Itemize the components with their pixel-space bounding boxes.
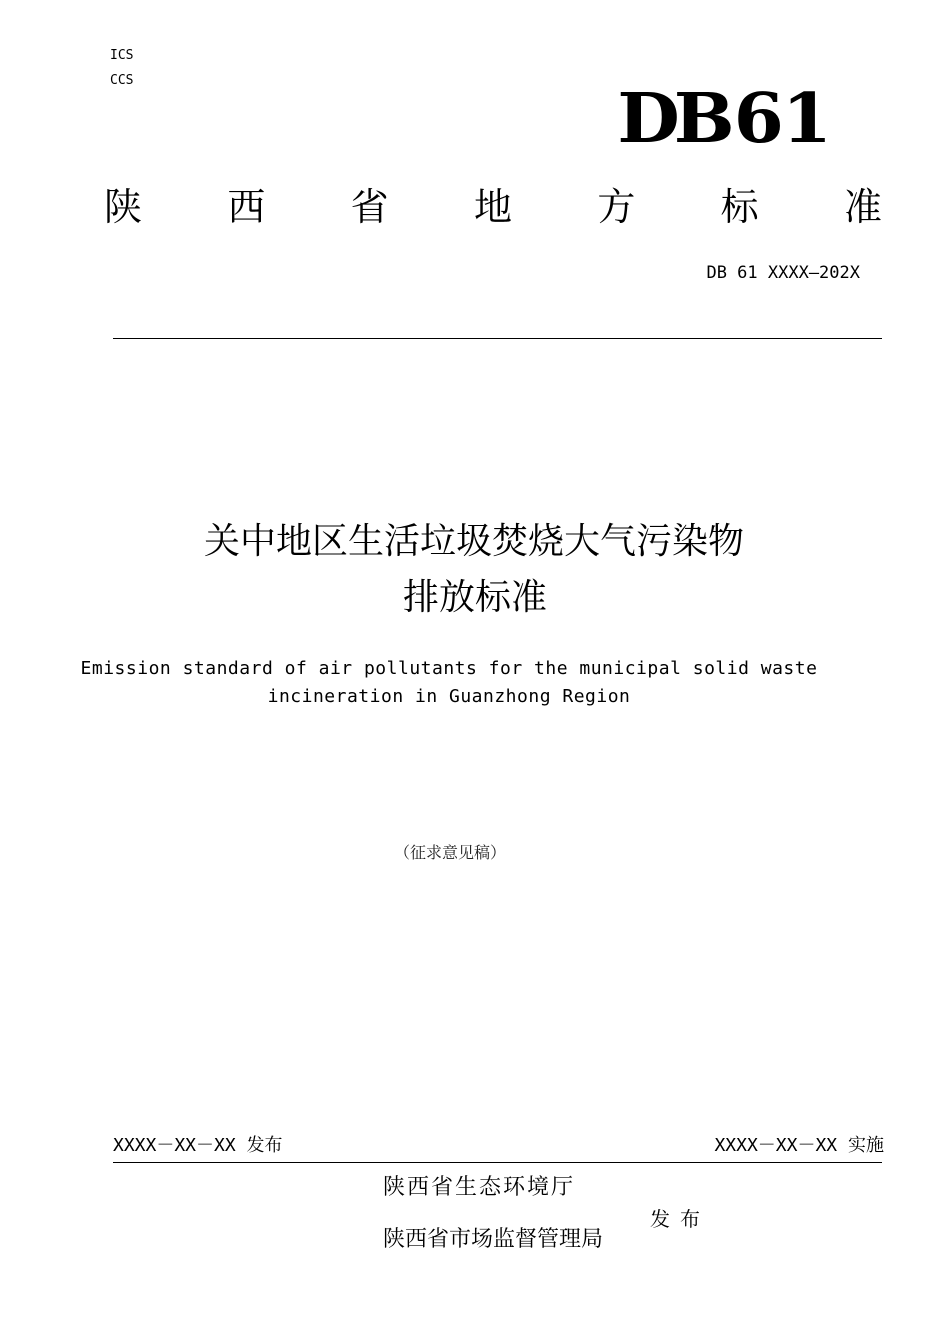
db61-logo bbox=[617, 77, 830, 158]
bottom-divider bbox=[113, 1162, 882, 1163]
cn-title-line-2: 排放标准 bbox=[402, 577, 547, 618]
ics-label: ICS bbox=[110, 48, 134, 63]
ccs-label: CCS bbox=[110, 73, 134, 88]
logo-prefix: DB bbox=[617, 77, 729, 158]
issuing-authority-1: 陕西省生态环境厅 bbox=[383, 1175, 576, 1200]
top-divider bbox=[113, 338, 882, 339]
standard-title-char: 西 bbox=[227, 185, 266, 229]
publish-date: XXXX－XX－XX 发布 bbox=[113, 1135, 283, 1156]
issued-label: 发布 bbox=[650, 1207, 710, 1231]
cn-title-line-1: 关中地区生活垃圾焚烧大气污染物 bbox=[203, 521, 744, 562]
standard-title-char: 标 bbox=[720, 185, 759, 229]
effective-date: XXXX－XX－XX 实施 bbox=[714, 1135, 884, 1156]
standard-title-char: 省 bbox=[350, 185, 389, 229]
standard-title-char: 准 bbox=[843, 185, 882, 229]
en-title-line-1: Emission standard of air pollutants for the municipal solid waste bbox=[80, 658, 818, 679]
standard-title-char: 地 bbox=[473, 185, 512, 229]
draft-note: （征求意见稿） bbox=[393, 843, 506, 862]
standard-title-char: 陕 bbox=[104, 185, 143, 229]
issuing-authority-2: 陕西省市场监督管理局 bbox=[383, 1227, 604, 1252]
standard-category-title bbox=[104, 182, 882, 232]
logo-number: 61 bbox=[733, 77, 830, 158]
standard-title-char: 方 bbox=[597, 185, 636, 229]
en-title-line-2: incineration in Guanzhong Region bbox=[267, 686, 631, 707]
standard-number: DB 61 XXXX—202X bbox=[706, 263, 860, 283]
